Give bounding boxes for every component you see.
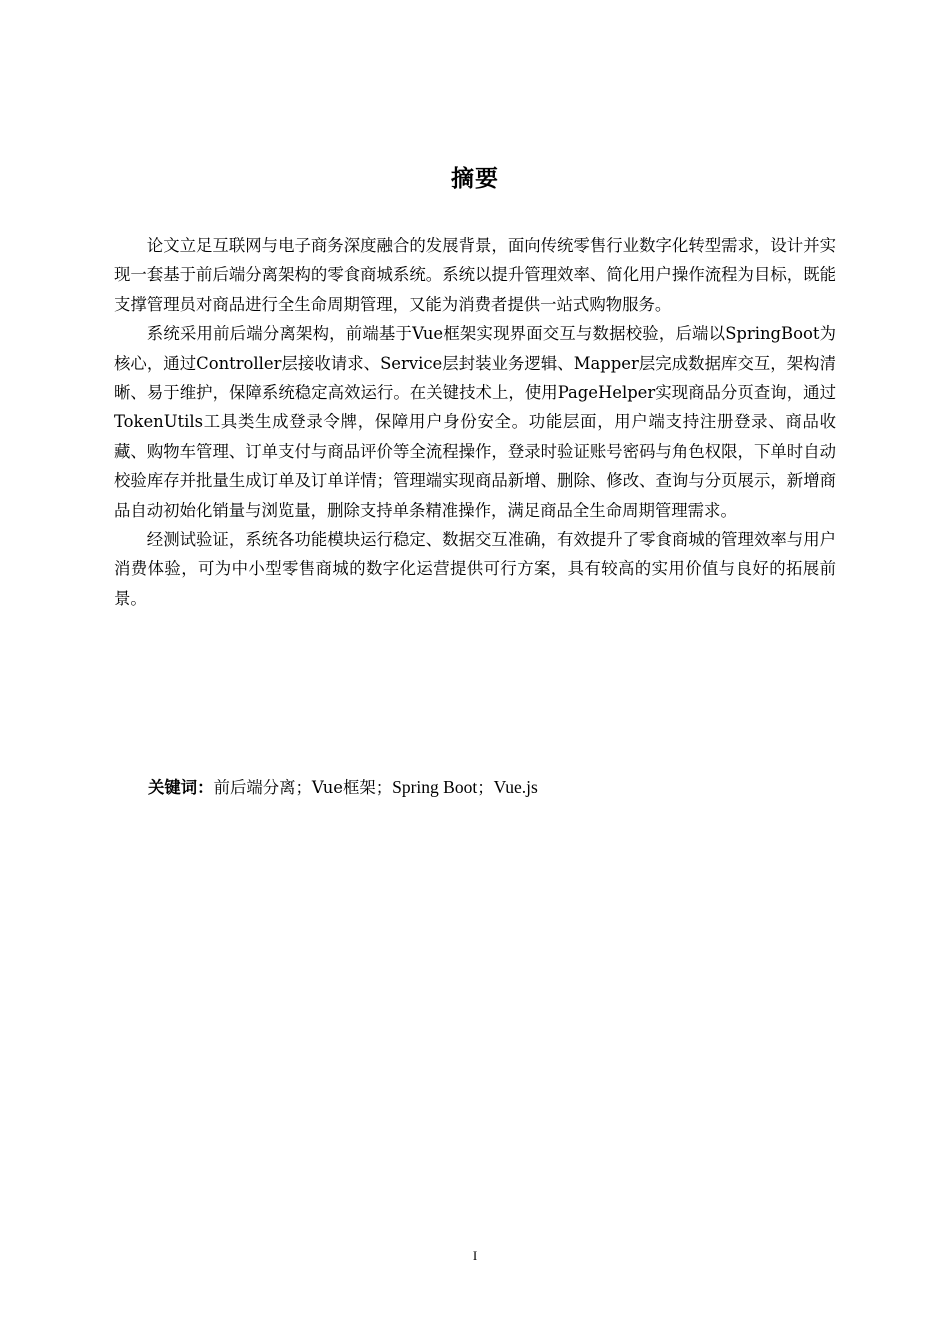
abstract-paragraph-3: 经测试验证，系统各功能模块运行稳定、数据交互准确，有效提升了零食商城的管理效率与用户消费体验，可为中小型零售商城的数字化运营提供可行方案，具有较高的实用价值与良好的拓展前景。 xyxy=(114,530,836,608)
abstract-body xyxy=(114,231,836,613)
keyword-spring-boot: Spring Boot xyxy=(392,777,478,797)
keyword-separator: ； xyxy=(477,778,494,797)
keywords-label: 关键词： xyxy=(148,778,214,797)
page-number: I xyxy=(472,1248,478,1263)
keyword-vuejs: Vue.js xyxy=(493,777,538,797)
keyword-items: 前后端分离；Vue框架； xyxy=(213,778,393,797)
abstract-paragraph-1: 论文立足互联网与电子商务深度融合的发展背景，面向传统零售行业数字化转型需求，设计并实现一套基于前后端分离架构的零食商城系统。系统以提升管理效率、简化用户操作流程为目标，既能支撑管理员对商品进行全生命周期管理，又能为消费者提供一站式购物服务。 xyxy=(114,236,836,314)
keywords-line xyxy=(148,773,538,802)
abstract-paragraph-2: 系统采用前后端分离架构，前端基于Vue框架实现界面交互与数据校验，后端以SpringBoot为核心，通过Controller层接收请求、Service层封装业务逻辑、Mapper层完成数据库交互，架构清晰、易于维护，保障系统稳定高效运行。在关键技术上，使用PageHelper实现商品分页查询，通过TokenUtils工具类生成登录令牌，保障用户身份安全。功能层面，用户端支持注册登录、商品收藏、购物车管理、订单支付与商品评价等全流程操作，登录时验证账号密码与角色权限，下单时自动校验库存并批量生成订单及订单详情；管理端实现商品新增、删除、修改、查询与分页展示，新增商品自动初始化销量与浏览量，删除支持单条精准操作，满足商品全生命周期管理需求。 xyxy=(114,324,836,520)
abstract-title: 摘要 xyxy=(451,166,499,192)
